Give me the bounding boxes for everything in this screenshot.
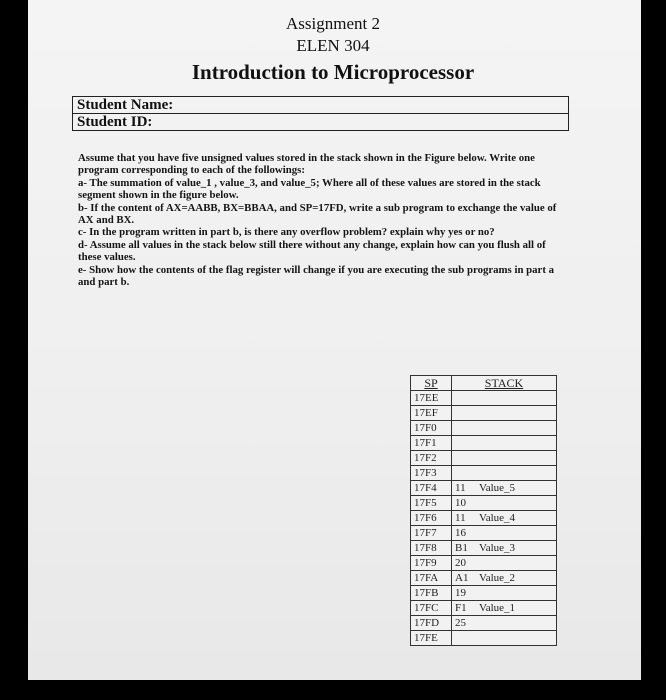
question-text: [78, 152, 558, 288]
stack-value: F1: [452, 601, 477, 616]
stack-value: 11: [452, 481, 477, 496]
stack-address: 17F3: [411, 466, 452, 481]
stack-address: 17F4: [411, 481, 452, 496]
stack-row: [411, 451, 557, 466]
stack-address: 17F0: [411, 421, 452, 436]
stack-value: 25: [452, 616, 477, 631]
stack-address: 17FC: [411, 601, 452, 616]
question-part-d: d- Assume all values in the stack below still there without any change, explain how can you flush all of these values.: [78, 238, 546, 264]
stack-table-header: [411, 376, 557, 391]
stack-value-label: Value_2: [476, 571, 557, 586]
stack-value: [452, 406, 477, 421]
stack-row: [411, 436, 557, 451]
stack-value-label: [476, 586, 557, 601]
stack-row: [411, 391, 557, 406]
stack-value-label: [476, 616, 557, 631]
stack-address: 17F2: [411, 451, 452, 466]
course-title: Introduction to Microprocessor: [191, 60, 475, 84]
stack-value-label: [476, 631, 557, 646]
stack-address: 17F7: [411, 526, 452, 541]
course-code: ELEN 304: [296, 36, 370, 55]
stack-value: [452, 436, 477, 451]
stack-row: [411, 496, 557, 511]
stack-address: 17FB: [411, 586, 452, 601]
stack-value: 11: [452, 511, 477, 526]
stack-address: 17F6: [411, 511, 452, 526]
stack-row: [411, 601, 557, 616]
stack-value-label: [476, 451, 557, 466]
student-info-box: [72, 96, 569, 131]
stack-address: 17EF: [411, 406, 452, 421]
stack-address: 17F9: [411, 556, 452, 571]
stack-row: [411, 406, 557, 421]
stack-address: 17FE: [411, 631, 452, 646]
stack-address: 17FD: [411, 616, 452, 631]
stack-value-label: [476, 421, 557, 436]
stack-value: 10: [452, 496, 477, 511]
stack-address: 17F5: [411, 496, 452, 511]
stack-row: [411, 586, 557, 601]
question-part-c: c- In the program written in part b, is there any overflow problem? explain why yes or no?: [78, 226, 495, 239]
stack-value: [452, 631, 477, 646]
stack-row: [411, 511, 557, 526]
stack-value-label: [476, 466, 557, 481]
stack-table: [410, 375, 557, 646]
stack-column-header: STACK: [452, 376, 557, 391]
stack-value-label: Value_4: [476, 511, 557, 526]
stack-address: 17F1: [411, 436, 452, 451]
stack-row: [411, 556, 557, 571]
stack-address: 17EE: [411, 391, 452, 406]
stack-row: [411, 616, 557, 631]
stack-value: A1: [452, 571, 477, 586]
stack-value-label: [476, 436, 557, 451]
stack-address: 17FA: [411, 571, 452, 586]
stack-value: 20: [452, 556, 477, 571]
stack-value-label: [476, 496, 557, 511]
stack-value: B1: [452, 541, 477, 556]
sp-column-header: SP: [411, 376, 452, 391]
assignment-title: Assignment 2: [286, 14, 380, 33]
student-name-label: Student Name:: [77, 97, 174, 113]
stack-row: [411, 571, 557, 586]
stack-value: 19: [452, 586, 477, 601]
student-id-label: Student ID:: [73, 113, 568, 130]
stack-row: [411, 541, 557, 556]
stack-value-label: Value_1: [476, 601, 557, 616]
stack-row: [411, 421, 557, 436]
stack-value-label: Value_5: [476, 481, 557, 496]
stack-value-label: [476, 526, 557, 541]
stack-value-label: [476, 556, 557, 571]
stack-value-label: [476, 406, 557, 421]
stack-address: 17F8: [411, 541, 452, 556]
question-intro: Assume that you have five unsigned values stored in the stack shown in the Figure below. Write one program corresponding to each of the followings:: [78, 152, 535, 177]
stack-value-label: Value_3: [476, 541, 557, 556]
stack-value: [452, 466, 477, 481]
stack-value: [452, 391, 477, 406]
stack-row: [411, 631, 557, 646]
stack-row: [411, 466, 557, 481]
stack-value: 16: [452, 526, 477, 541]
stack-value-label: [476, 391, 557, 406]
stack-value: [452, 421, 477, 436]
stack-row: [411, 481, 557, 496]
stack-value: [452, 451, 477, 466]
question-part-a: a- The summation of value_1 , value_3, and value_5; Where all of these values are stored in the stack segment shown in the figure below.: [78, 176, 541, 202]
question-part-e: e- Show how the contents of the flag register will change if you are executing the sub programs in part a and part b.: [78, 263, 555, 289]
question-part-b: b- If the content of AX=AABB, BX=BBAA, and SP=17FD, write a sub program to exchange the value of AX and BX.: [78, 201, 557, 227]
stack-row: [411, 526, 557, 541]
